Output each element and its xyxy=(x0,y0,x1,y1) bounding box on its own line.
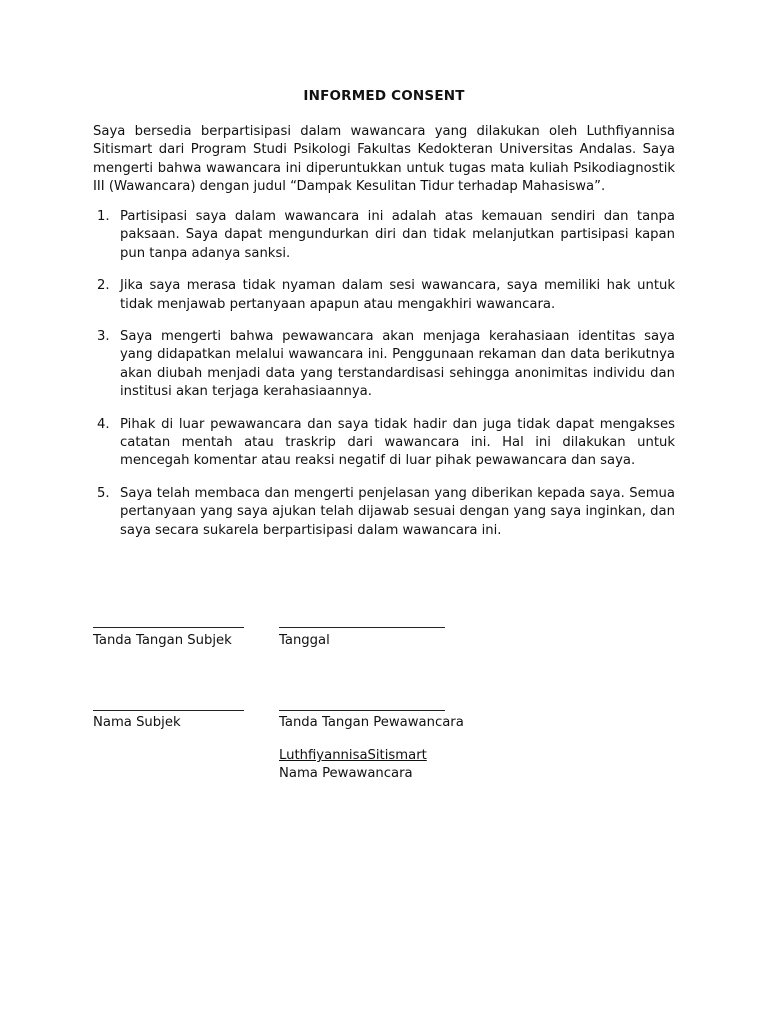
consent-item xyxy=(93,277,675,314)
interviewer-signature-label: Tanda Tangan Pewawancara xyxy=(279,715,464,730)
consent-item-number: 1. xyxy=(97,209,110,224)
consent-item-text: Jika saya merasa tidak nyaman dalam sesi wawancara, saya memiliki hak untuk tidak menjawab pertanyaan apapun atau mengakhiri wawancara. xyxy=(120,278,675,312)
consent-item xyxy=(93,208,675,263)
interviewer-signature-line xyxy=(279,710,445,711)
consent-item xyxy=(93,328,675,402)
subject-signature-line xyxy=(93,627,244,628)
subject-name-line xyxy=(93,710,244,711)
consent-item xyxy=(93,485,675,540)
consent-item-text: Saya mengerti bahwa pewawancara akan menjaga kerahasiaan identitas saya yang didapatkan melalui wawancara ini. Penggunaan rekaman dan data berikutnya akan diubah menjadi data yang terstandardisasi sehingga anonimitas individu dan institusi akan terjaga kerahasiaannya. xyxy=(120,329,675,400)
date-line xyxy=(279,627,445,628)
consent-item-number: 5. xyxy=(97,485,110,501)
interviewer-name-value: LuthfiyannisaSitismart xyxy=(279,748,427,763)
interviewer-name-label: Nama Pewawancara xyxy=(279,766,413,781)
consent-item-number: 3. xyxy=(97,329,110,345)
subject-name-label: Nama Subjek xyxy=(93,715,181,730)
consent-item-text: Partisipasi saya dalam wawancara ini adalah atas kemauan sendiri dan tanpa paksaan. Saya dapat mengundurkan diri dan tidak melanjutkan partisipasi kapan pun tanpa adanya sanksi. xyxy=(120,209,675,261)
consent-item-text: Pihak di luar pewawancara dan saya tidak hadir dan juga tidak dapat mengakses catatan mentah atau traskrip dari wawancara ini. Hal ini dilakukan untuk mencegah komentar atau reaksi negatif di luar pihak pewawancara dan saya. xyxy=(120,416,675,469)
consent-list xyxy=(93,208,675,540)
intro-paragraph: Saya bersedia berpartisipasi dalam wawancara yang dilakukan oleh Luthfiyannisa Sitismart dari Program Studi Psikologi Fakultas Kedokteran Universitas Andalas. Saya mengerti bahwa wawancara ini diperuntukkan untuk tugas mata kuliah Psikodiagnostik III (Wawancara) dengan judul “Dampak Kesulitan Tidur terhadap Mahasiswa”. xyxy=(93,124,675,195)
consent-item-number: 4. xyxy=(97,416,110,432)
consent-item xyxy=(93,416,675,471)
document-title: INFORMED CONSENT xyxy=(303,88,465,104)
consent-item-text: Saya telah membaca dan mengerti penjelasan yang diberikan kepada saya. Semua pertanyaan yang saya ajukan telah dijawab sesuai dengan yang saya inginkan, dan saya secara sukarela berpartisipasi dalam wawancara ini. xyxy=(120,485,675,538)
consent-item-number: 2. xyxy=(97,278,110,294)
subject-signature-label: Tanda Tangan Subjek xyxy=(93,633,232,648)
date-label: Tanggal xyxy=(279,633,330,648)
